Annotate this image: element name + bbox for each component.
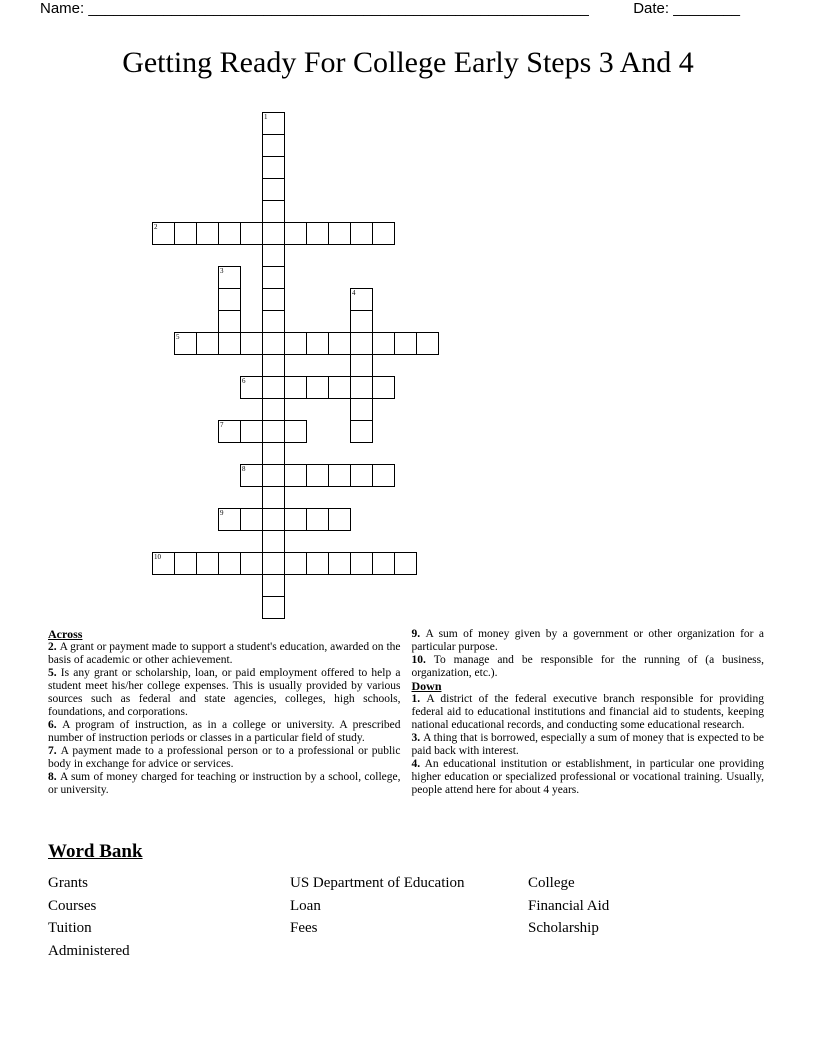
clue-item: 3. A thing that is borrowed, especially a sum of money that is expected to be paid back with interest. bbox=[411, 732, 764, 757]
crossword-cell[interactable] bbox=[328, 508, 351, 531]
clue-item: 8. A sum of money charged for teaching or instruction by a school, college, or university. bbox=[48, 771, 401, 796]
crossword-cell[interactable] bbox=[262, 442, 285, 465]
crossword-cell[interactable] bbox=[328, 332, 351, 355]
word-bank-columns bbox=[48, 872, 764, 962]
crossword-cell[interactable] bbox=[284, 464, 307, 487]
crossword-cell[interactable] bbox=[372, 376, 395, 399]
crossword-cell[interactable] bbox=[350, 288, 373, 311]
crossword-cell[interactable] bbox=[218, 288, 241, 311]
word-bank-item: Grants bbox=[48, 875, 88, 891]
word-bank-column bbox=[290, 872, 528, 962]
crossword-cell[interactable] bbox=[218, 508, 241, 531]
crossword-cell[interactable] bbox=[284, 420, 307, 443]
crossword-cell[interactable] bbox=[262, 222, 285, 245]
clue-number-label: 3 bbox=[220, 267, 224, 275]
crossword-cell[interactable] bbox=[284, 376, 307, 399]
crossword-cell[interactable] bbox=[262, 244, 285, 267]
clue-item: 10. To manage and be responsible for the running of (a business, organization, etc.). bbox=[411, 654, 764, 679]
clue-item: 9. A sum of money given by a government or other organization for a particular purpose. bbox=[411, 628, 764, 653]
crossword-cell[interactable] bbox=[350, 376, 373, 399]
crossword-cell[interactable] bbox=[328, 222, 351, 245]
clue-number-label: 7 bbox=[220, 421, 224, 429]
word-bank-item: Fees bbox=[290, 920, 318, 936]
clue-item: 2. A grant or payment made to support a student's education, awarded on the basis of academic or other achievement. bbox=[48, 641, 401, 666]
clue-number-label: 2 bbox=[154, 223, 158, 231]
crossword-cell[interactable] bbox=[372, 464, 395, 487]
word-bank-column bbox=[528, 872, 609, 962]
name-field bbox=[40, 0, 589, 17]
clue-item: 7. A payment made to a professional person or to a professional or public body in exchange for advice or services. bbox=[48, 745, 401, 770]
crossword-cell[interactable] bbox=[350, 354, 373, 377]
word-bank-column bbox=[48, 872, 290, 962]
clue-section-header: Down bbox=[411, 679, 442, 693]
crossword-cell[interactable] bbox=[306, 464, 329, 487]
word-bank-item: Tuition bbox=[48, 920, 92, 936]
crossword-cell[interactable] bbox=[240, 222, 263, 245]
date-input-line[interactable]: ________ bbox=[673, 0, 740, 17]
word-bank-item: Courses bbox=[48, 897, 97, 914]
word-bank-item: Financial Aid bbox=[528, 897, 610, 914]
clue-number-label: 4 bbox=[352, 289, 356, 297]
crossword-cell[interactable] bbox=[350, 310, 373, 333]
crossword-cell[interactable] bbox=[262, 508, 285, 531]
crossword-cell[interactable] bbox=[262, 332, 285, 355]
crossword-cell[interactable] bbox=[350, 222, 373, 245]
crossword-cell[interactable] bbox=[218, 310, 241, 333]
crossword-cell[interactable] bbox=[306, 508, 329, 531]
crossword-cell[interactable] bbox=[240, 552, 263, 575]
crossword-cell[interactable] bbox=[262, 200, 285, 223]
crossword-cell[interactable] bbox=[262, 486, 285, 509]
clues-right-column bbox=[412, 628, 765, 797]
crossword-cell[interactable] bbox=[394, 332, 417, 355]
crossword-cell[interactable] bbox=[284, 508, 307, 531]
clue-number-label: 8 bbox=[242, 465, 246, 473]
clue-section-header: Across bbox=[48, 627, 83, 641]
word-bank-item: Administered bbox=[48, 942, 130, 959]
crossword-cell[interactable] bbox=[306, 376, 329, 399]
name-input-line[interactable]: ____________________________________________________________ bbox=[88, 0, 589, 17]
crossword-cell[interactable] bbox=[262, 420, 285, 443]
worksheet-title: Getting Ready For College Early Steps 3 And 4 bbox=[122, 46, 694, 79]
clue-item: 4. An educational institution or establishment, in particular one providing higher education or specialized professional or vocational training. Usually, people attend here for about 4 years. bbox=[411, 758, 764, 796]
date-field bbox=[633, 0, 740, 17]
clue-number-label: 1 bbox=[264, 113, 268, 121]
word-bank-title: Word Bank bbox=[48, 841, 143, 862]
crossword-cell[interactable] bbox=[196, 222, 219, 245]
clue-number-label: 6 bbox=[242, 377, 246, 385]
crossword-cell[interactable] bbox=[262, 354, 285, 377]
crossword-cell[interactable] bbox=[262, 112, 285, 135]
crossword-cell[interactable] bbox=[372, 552, 395, 575]
crossword-cell[interactable] bbox=[174, 222, 197, 245]
clue-item: 6. A program of instruction, as in a college or university. A prescribed number of instruction periods or classes in a particular field of study. bbox=[48, 719, 401, 744]
crossword-cell[interactable] bbox=[284, 552, 307, 575]
clue-number-label: 5 bbox=[176, 333, 180, 341]
word-bank-item: US Department of Education bbox=[290, 875, 465, 891]
crossword-cell[interactable] bbox=[196, 332, 219, 355]
crossword-grid bbox=[152, 112, 440, 620]
crossword-cell[interactable] bbox=[196, 552, 219, 575]
crossword-cell[interactable] bbox=[262, 310, 285, 333]
name-label: Name: bbox=[40, 0, 85, 17]
clues-left-column bbox=[48, 628, 401, 797]
word-bank-item: Scholarship bbox=[528, 920, 599, 936]
crossword-cell[interactable] bbox=[240, 508, 263, 531]
clue-item: 5. Is any grant or scholarship, loan, or paid employment offered to help a student meet his/her college expenses. This is usually provided by various sources such as federal and state agencies, colleges, high schools, foundations, and corporations. bbox=[48, 667, 401, 718]
crossword-cell[interactable] bbox=[372, 332, 395, 355]
crossword-cell[interactable] bbox=[284, 332, 307, 355]
crossword-cell[interactable] bbox=[262, 376, 285, 399]
clue-number-label: 10 bbox=[154, 553, 161, 561]
clue-item: 1. A district of the federal executive branch responsible for providing federal aid to educational institutions and financial aid to students, keeping national educational records, and conducting some educational research. bbox=[411, 693, 765, 731]
crossword-cell[interactable] bbox=[306, 222, 329, 245]
crossword-cell[interactable] bbox=[262, 178, 285, 201]
crossword-cell[interactable] bbox=[328, 464, 351, 487]
crossword-cell[interactable] bbox=[240, 376, 263, 399]
crossword-cell[interactable] bbox=[218, 222, 241, 245]
crossword-cell[interactable] bbox=[218, 420, 241, 443]
crossword-cell[interactable] bbox=[328, 552, 351, 575]
crossword-cell[interactable] bbox=[284, 222, 307, 245]
crossword-cell[interactable] bbox=[350, 464, 373, 487]
crossword-cell[interactable] bbox=[350, 420, 373, 443]
crossword-cell[interactable] bbox=[218, 332, 241, 355]
word-bank-item: College bbox=[528, 875, 575, 891]
crossword-cell[interactable] bbox=[262, 596, 285, 619]
clues-section bbox=[48, 628, 764, 797]
crossword-cell[interactable] bbox=[416, 332, 439, 355]
page-header bbox=[40, 0, 740, 17]
crossword-cell[interactable] bbox=[152, 222, 175, 245]
crossword-cell[interactable] bbox=[350, 332, 373, 355]
date-label: Date: bbox=[633, 0, 670, 17]
crossword-cell[interactable] bbox=[240, 464, 263, 487]
crossword-cell[interactable] bbox=[372, 222, 395, 245]
clue-number-label: 9 bbox=[220, 509, 224, 517]
crossword-cell[interactable] bbox=[152, 552, 175, 575]
crossword-cell[interactable] bbox=[218, 552, 241, 575]
crossword-cell[interactable] bbox=[306, 332, 329, 355]
word-bank-section bbox=[48, 841, 764, 962]
crossword-cell[interactable] bbox=[262, 464, 285, 487]
crossword-cell[interactable] bbox=[240, 332, 263, 355]
crossword-cell[interactable] bbox=[262, 552, 285, 575]
crossword-cell[interactable] bbox=[350, 398, 373, 421]
crossword-cell[interactable] bbox=[350, 552, 373, 575]
crossword-cell[interactable] bbox=[262, 398, 285, 421]
crossword-cell[interactable] bbox=[262, 266, 285, 289]
crossword-cell[interactable] bbox=[240, 420, 263, 443]
crossword-cell[interactable] bbox=[262, 134, 285, 157]
crossword-cell[interactable] bbox=[262, 288, 285, 311]
crossword-cell[interactable] bbox=[262, 156, 285, 179]
crossword-cell[interactable] bbox=[306, 552, 329, 575]
word-bank-item: Loan bbox=[290, 897, 321, 914]
crossword-cell[interactable] bbox=[328, 376, 351, 399]
crossword-cell[interactable] bbox=[174, 552, 197, 575]
crossword-cell[interactable] bbox=[174, 332, 197, 355]
crossword-cell[interactable] bbox=[262, 574, 285, 597]
crossword-cell[interactable] bbox=[394, 552, 417, 575]
crossword-cell[interactable] bbox=[218, 266, 241, 289]
crossword-cell[interactable] bbox=[262, 530, 285, 553]
